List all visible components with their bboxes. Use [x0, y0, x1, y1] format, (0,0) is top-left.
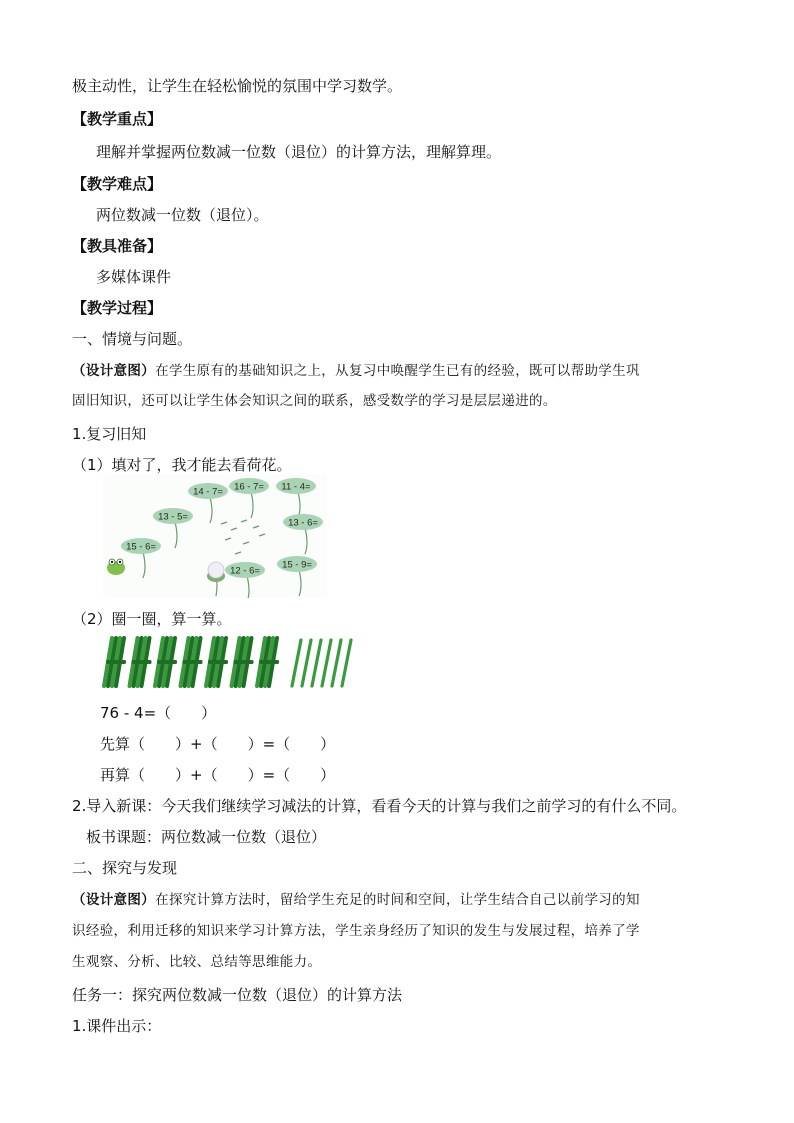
lotus-pad-expression: 16 - 7=: [234, 481, 264, 493]
design-intent-label: （设计意图）: [72, 892, 156, 908]
single-stick: [322, 640, 331, 686]
stick-bundle-ten: [181, 638, 203, 686]
single-stick: [302, 640, 311, 686]
question-two: （2）圈一圈，算一算。: [72, 610, 232, 628]
lotus-pad-expression: 13 - 6=: [288, 517, 318, 529]
key-points-text: 理解并掌握两位数减一位数（退位）的计算方法，理解算理。: [96, 143, 502, 161]
single-stick: [292, 640, 301, 686]
lotus-pad-expression: 13 - 5=: [158, 511, 188, 523]
lotus-pad-expression: 11 - 4=: [281, 481, 311, 493]
heading-teaching-aids: 【教具准备】: [72, 237, 163, 255]
frog-icon: [107, 559, 125, 575]
stick-bundle-ten: [232, 638, 254, 686]
board-title: 板书课题：两位数减一位数（退位）: [86, 828, 327, 846]
design-intent-2-line3: 生观察、分析、比较、总结等思维能力。: [72, 954, 322, 970]
single-stick: [312, 640, 321, 686]
stick-bundle-ten: [155, 638, 177, 686]
single-stick: [342, 640, 351, 686]
equation: 76 - 4=（ ）: [100, 704, 217, 722]
stick-bundles-illustration: [100, 636, 360, 692]
para-continued: 极主动性，让学生在轻松愉悦的氛围中学习数学。: [72, 77, 403, 95]
lotus-pad-expression: 12 - 6=: [230, 565, 260, 577]
second-step: 再算（ ）+（ ）=（ ）: [100, 766, 336, 784]
section-one-title: 一、情境与问题。: [72, 330, 193, 348]
lotus-pad-expression: 14 - 7=: [193, 486, 223, 498]
design-intent-text: 在学生原有的基础知识之上，从复习中唤醒学生已有的经验，既可以帮助学生巩: [155, 363, 640, 379]
task-one-title: 任务一：探究两位数减一位数（退位）的计算方法: [72, 986, 403, 1004]
stick-bundle-ten: [130, 638, 152, 686]
heading-teaching-process: 【教学过程】: [72, 299, 163, 317]
difficulties-text: 两位数减一位数（退位）。: [96, 206, 269, 224]
design-intent-1-line1: [72, 361, 640, 381]
stick-bundle-ten: [206, 638, 228, 686]
single-stick: [332, 640, 341, 686]
courseware-display: 1.课件出示：: [72, 1017, 162, 1035]
heading-difficulties: 【教学难点】: [72, 175, 163, 193]
stick-bundle-ten: [104, 638, 126, 686]
section-two-title: 二、探究与发现: [72, 859, 178, 877]
lotus-pad-expression: 15 - 9=: [282, 559, 312, 571]
design-intent-label: （设计意图）: [72, 363, 156, 379]
teaching-aids-text: 多媒体课件: [96, 268, 172, 286]
design-intent-2-line1: [72, 890, 640, 910]
design-intent-1-line2: 固旧知识，还可以让学生体会知识之间的联系，感受数学的学习是层层递进的。: [72, 393, 557, 409]
design-intent-2-line2: 识经验，利用迁移的知识来学习计算方法，学生亲身经历了知识的发生与发展过程，培养了学: [72, 923, 640, 939]
lotus-pond-illustration: [103, 474, 327, 598]
new-lesson-intro: 2.导入新课：今天我们继续学习减法的计算，看看今天的计算与我们之前学习的有什么不同。: [72, 797, 687, 815]
lotus-pad-expression: 15 - 6=: [126, 541, 156, 553]
heading-key-points: 【教学重点】: [72, 110, 163, 128]
stick-bundle-ten: [257, 638, 279, 686]
review-title: 1.复习旧知: [72, 425, 147, 443]
question-one: （1）填对了，我才能去看荷花。: [72, 456, 292, 474]
design-intent-text: 在探究计算方法时，留给学生充足的时间和空间，让学生结合自己以前学习的知: [155, 892, 640, 908]
first-step: 先算（ ）+（ ）=（ ）: [100, 735, 336, 753]
